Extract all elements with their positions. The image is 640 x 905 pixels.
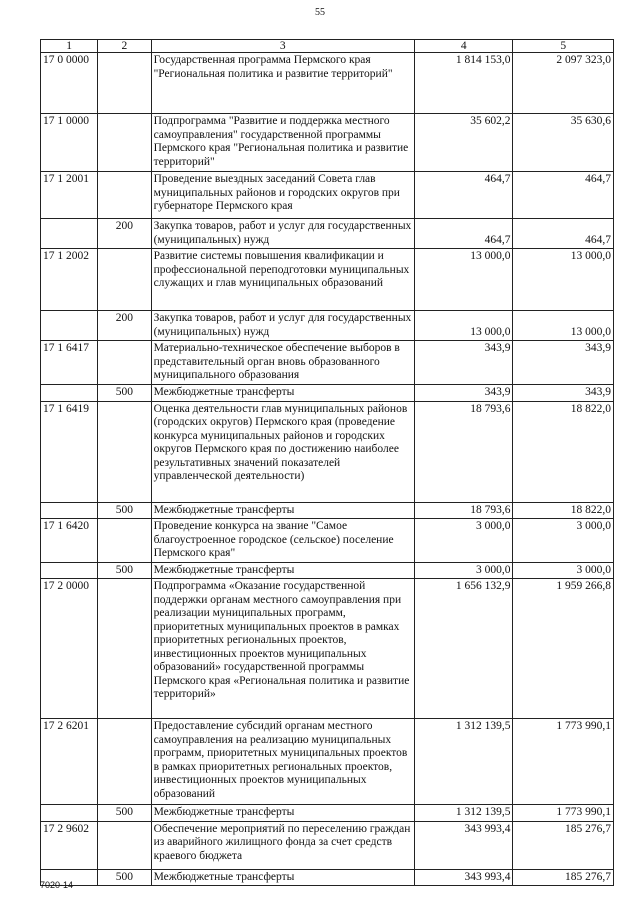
row-expense-type: 500 [98,385,151,402]
table-header-row [41,40,614,53]
table-row [41,579,614,719]
table-row [41,311,614,341]
table-row [41,53,614,114]
row-name: Государственная программа Пермского края "Региональная политика и развитие территорий" [151,53,414,114]
row-expense-type: 500 [98,869,151,886]
table-row [41,519,614,563]
table-row [41,401,614,502]
table-row [41,719,614,805]
row-value-col4: 35 602,2 [414,114,513,172]
row-name: Проведение конкурса на звание "Самое благоустроенное городское (сельское) поселение Пермского края" [151,519,414,563]
row-value-col4: 3 000,0 [414,519,513,563]
row-name: Проведение выездных заседаний Совета глав муниципальных районов и городских округов при губернаторе Пермского края [151,172,414,219]
row-value-col4: 464,7 [414,219,513,249]
row-name: Межбюджетные трансферты [151,502,414,519]
row-expense-type [98,719,151,805]
row-name: Закупка товаров, работ и услуг для государственных (муниципальных) нужд [151,311,414,341]
table-row [41,219,614,249]
row-value-col4: 18 793,6 [414,401,513,502]
row-name: Подпрограмма "Развитие и поддержка местного самоуправления" государственной программы Пермского края "Региональная политика и развитие территорий" [151,114,414,172]
table-row [41,114,614,172]
row-name: Материально-техническое обеспечение выборов в представительный орган вновь образованного муниципального образования [151,341,414,385]
row-code [41,311,98,341]
row-expense-type [98,341,151,385]
row-code [41,805,98,822]
row-value-col4: 13 000,0 [414,311,513,341]
row-expense-type [98,519,151,563]
row-name: Межбюджетные трансферты [151,562,414,579]
row-expense-type: 200 [98,311,151,341]
row-code: 17 1 6417 [41,341,98,385]
row-value-col5: 1 773 990,1 [513,719,614,805]
row-value-col4: 343,9 [414,385,513,402]
row-code: 17 1 6420 [41,519,98,563]
table-body [41,53,614,886]
row-value-col5: 343,9 [513,385,614,402]
row-expense-type: 200 [98,219,151,249]
document-code: 7020-14 [40,880,74,890]
row-value-col5: 464,7 [513,219,614,249]
row-expense-type: 500 [98,502,151,519]
row-value-col5: 35 630,6 [513,114,614,172]
table-row [41,172,614,219]
row-name: Межбюджетные трансферты [151,385,414,402]
column-header-1: 1 [41,40,98,53]
row-expense-type: 500 [98,562,151,579]
table-row [41,821,614,869]
row-name: Межбюджетные трансферты [151,869,414,886]
table-row [41,341,614,385]
row-name: Обеспечение мероприятий по переселению граждан из аварийного жилищного фонда за счет средств краевого бюджета [151,821,414,869]
table-row [41,249,614,311]
row-value-col4: 343,9 [414,341,513,385]
row-name: Оценка деятельности глав муниципальных районов (городских округов) Пермского края (проведение конкурса муниципальных районов и городских округов Пермского края по достижению наиболее результативных значений показателей управленческой деятельности) [151,401,414,502]
row-value-col5: 185 276,7 [513,869,614,886]
row-code [41,385,98,402]
row-value-col5: 13 000,0 [513,311,614,341]
row-code: 17 2 0000 [41,579,98,719]
column-header-3: 3 [151,40,414,53]
row-expense-type [98,401,151,502]
column-header-4: 4 [414,40,513,53]
row-code [41,219,98,249]
row-expense-type [98,114,151,172]
row-code: 17 2 6201 [41,719,98,805]
row-value-col4: 13 000,0 [414,249,513,311]
row-value-col5: 18 822,0 [513,502,614,519]
row-code [41,562,98,579]
row-name: Предоставление субсидий органам местного самоуправления на реализацию муниципальных программ, приоритетных муниципальных проектов в рамках приоритетных региональных проектов, инвестиционных проектов муниципальных образований [151,719,414,805]
row-value-col5: 1 959 266,8 [513,579,614,719]
row-code: 17 2 9602 [41,821,98,869]
row-code: 17 1 6419 [41,401,98,502]
row-value-col4: 3 000,0 [414,562,513,579]
row-code: 17 1 2002 [41,249,98,311]
table-row [41,869,614,886]
row-code: 17 1 0000 [41,114,98,172]
row-code: 17 1 2001 [41,172,98,219]
budget-table [40,39,614,886]
row-name: Закупка товаров, работ и услуг для государственных (муниципальных) нужд [151,219,414,249]
row-value-col4: 343 993,4 [414,821,513,869]
row-code [41,502,98,519]
row-expense-type: 500 [98,805,151,822]
row-value-col5: 1 773 990,1 [513,805,614,822]
table-row [41,562,614,579]
row-value-col4: 1 312 139,5 [414,719,513,805]
row-name: Развитие системы повышения квалификации и профессиональной переподготовки муниципальных служащих и глав муниципальных образований [151,249,414,311]
row-expense-type [98,821,151,869]
table-row [41,805,614,822]
row-value-col5: 2 097 323,0 [513,53,614,114]
page-number: 55 [315,7,325,18]
row-value-col5: 3 000,0 [513,562,614,579]
row-value-col5: 464,7 [513,172,614,219]
row-name: Межбюджетные трансферты [151,805,414,822]
table-row [41,502,614,519]
row-name: Подпрограмма «Оказание государственной поддержки органам местного самоуправления при реализации муниципальных программ, приоритетных муниципальных проектов в рамках приоритетных региональных проектов, инвестиционных проектов муниципальных образований» государственной программы Пермского края «Региональная политика и развитие территорий» [151,579,414,719]
table-row [41,385,614,402]
row-expense-type [98,53,151,114]
row-value-col5: 343,9 [513,341,614,385]
row-value-col4: 464,7 [414,172,513,219]
row-value-col4: 1 312 139,5 [414,805,513,822]
row-expense-type [98,579,151,719]
row-value-col5: 13 000,0 [513,249,614,311]
column-header-2: 2 [98,40,151,53]
row-value-col5: 185 276,7 [513,821,614,869]
row-value-col5: 3 000,0 [513,519,614,563]
row-value-col4: 1 656 132,9 [414,579,513,719]
row-expense-type [98,172,151,219]
row-value-col4: 18 793,6 [414,502,513,519]
row-value-col5: 18 822,0 [513,401,614,502]
row-code: 17 0 0000 [41,53,98,114]
row-expense-type [98,249,151,311]
column-header-5: 5 [513,40,614,53]
row-value-col4: 343 993,4 [414,869,513,886]
row-value-col4: 1 814 153,0 [414,53,513,114]
